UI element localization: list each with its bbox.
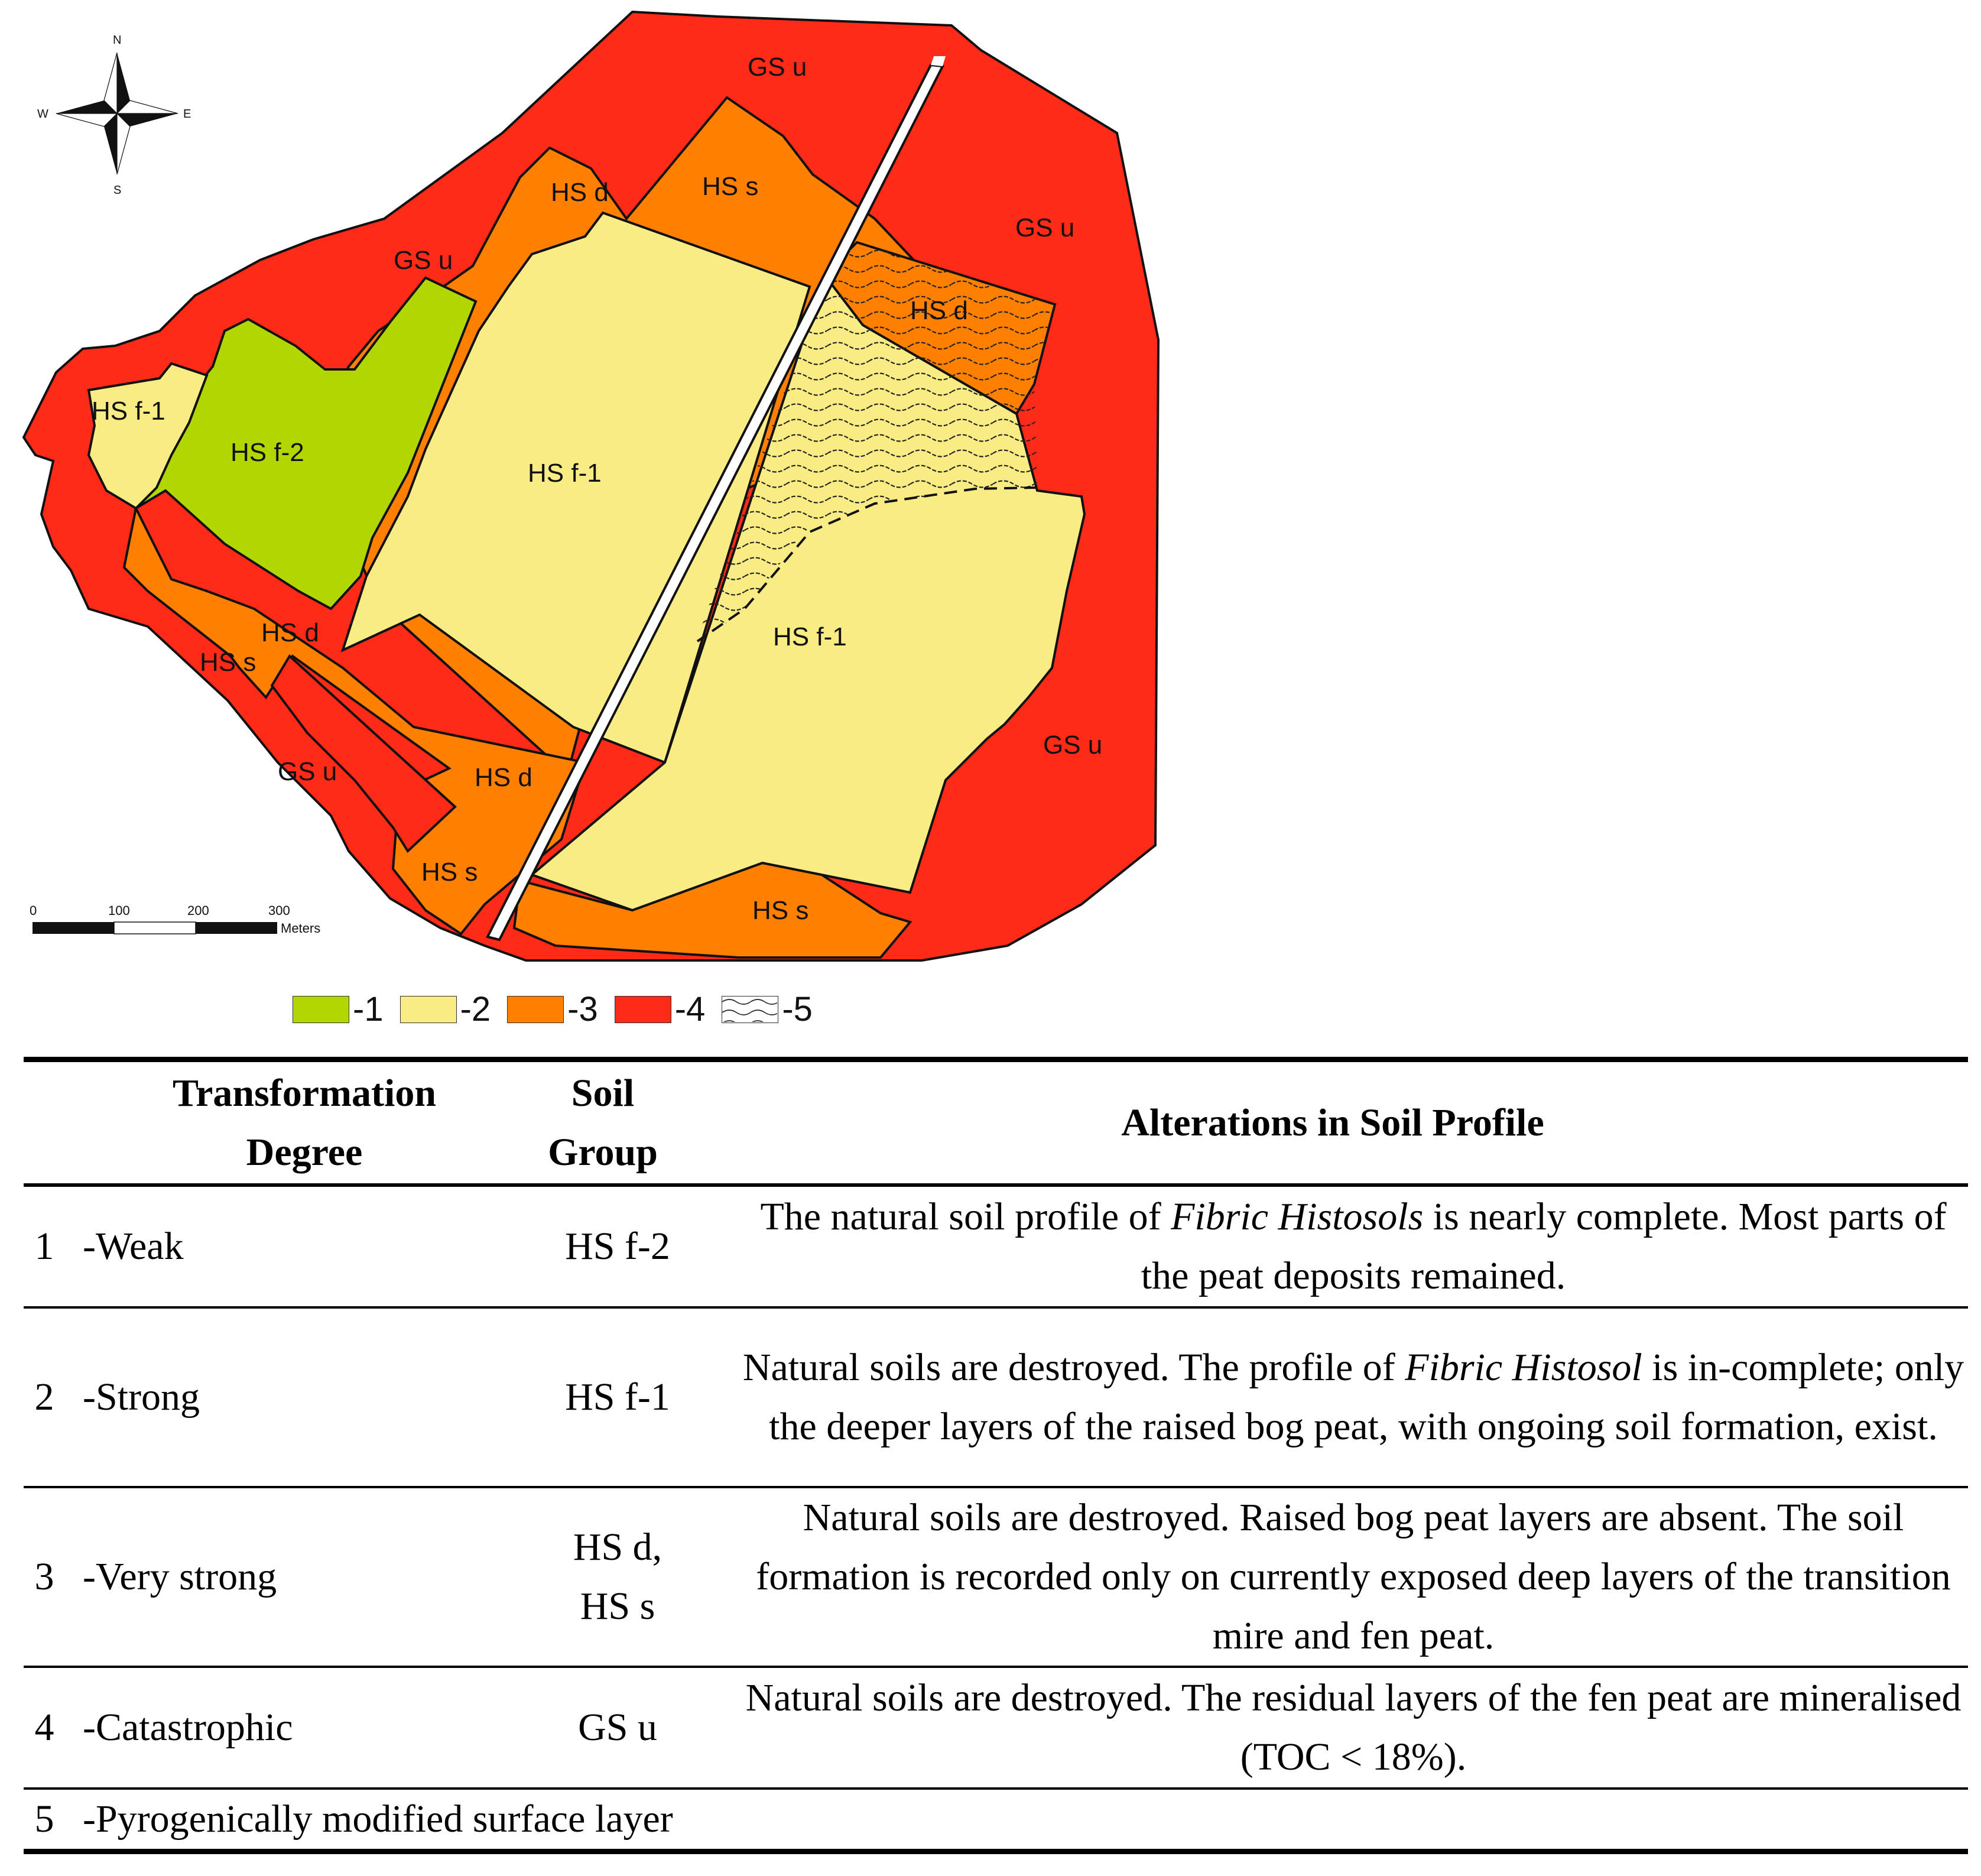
row-soil-group: GS u — [578, 1706, 657, 1749]
row-soil-group: HS f-2 — [565, 1225, 670, 1268]
compass-north-label: N — [113, 34, 122, 47]
row-degree: -Very strong — [83, 1555, 277, 1598]
table-row — [24, 1488, 1968, 1666]
map-legend — [293, 990, 829, 1028]
compass-rose-icon — [37, 34, 191, 197]
header-alterations: Alterations in Soil Profile — [1121, 1101, 1544, 1144]
legend-swatch-red — [615, 996, 671, 1023]
scale-bar — [30, 903, 320, 936]
header-soil-group — [508, 1064, 697, 1182]
legend-item-very-strong — [507, 990, 598, 1028]
map-label: HS d — [551, 178, 609, 207]
map-label: HS s — [752, 896, 809, 925]
row-degree: -Pyrogenically modified surface layer — [83, 1797, 673, 1841]
row-alterations: The natural soil profile of Fibric Histosols is nearly complete. Most parts of the peat deposits remained. — [760, 1195, 1947, 1297]
legend-label: -3 — [567, 990, 598, 1028]
table-row — [24, 1187, 1968, 1306]
soil-group-line: HS s — [580, 1585, 655, 1628]
map-label: HS d — [261, 618, 319, 647]
map-label: HS s — [421, 858, 478, 887]
scale-tick-label: 300 — [268, 903, 290, 918]
row-degree: -Catastrophic — [83, 1706, 293, 1749]
row-alterations: Natural soils are destroyed. The residual layers of the fen peat are mineralised (TOC < 18%). — [745, 1676, 1961, 1778]
row-number: 4 — [34, 1706, 54, 1749]
compass-east-label: E — [183, 108, 191, 121]
row-alterations: Natural soils are destroyed. Raised bog peat layers are absent. The soil formation is recorded only on currently exposed deep layers of the transition mire and fen peat. — [756, 1496, 1951, 1657]
table-row — [24, 1790, 1968, 1849]
scale-tick-label: 0 — [30, 903, 37, 918]
map-label: GS u — [394, 246, 453, 275]
table-row — [24, 1668, 1968, 1787]
map-label: HS f-1 — [528, 459, 602, 488]
map-label: HS f-2 — [230, 438, 304, 467]
row-number: 1 — [34, 1225, 54, 1268]
legend-label: -1 — [353, 990, 384, 1028]
table-top-rule — [24, 1057, 1968, 1062]
header-text: Transformation — [172, 1071, 437, 1115]
scale-tick-label: 200 — [187, 903, 209, 918]
legend-swatch-wavy-hatch-icon — [722, 996, 778, 1023]
legend-item-weak — [293, 990, 384, 1028]
row-degree: -Strong — [83, 1375, 200, 1419]
table-bottom-rule — [24, 1849, 1968, 1854]
map-label: HS d — [910, 296, 968, 325]
map-label: HS f-1 — [773, 622, 847, 651]
compass-south-label: S — [113, 184, 122, 197]
map-label: GS u — [1015, 213, 1075, 242]
header-text: Group — [548, 1130, 658, 1174]
header-text: Soil — [571, 1071, 635, 1115]
legend-swatch-orange — [507, 996, 564, 1023]
legend-swatch-green — [293, 996, 349, 1023]
header-text: Degree — [246, 1130, 363, 1174]
row-number: 2 — [34, 1375, 54, 1419]
scale-unit-label: Meters — [281, 921, 321, 936]
row-soil-group: HS f-1 — [565, 1375, 670, 1419]
map-label: HS s — [702, 172, 759, 201]
compass-west-label: W — [37, 108, 48, 121]
table-row — [24, 1309, 1968, 1486]
row-degree: -Weak — [83, 1225, 184, 1268]
legend-item-strong — [400, 990, 491, 1028]
row-alterations: Natural soils are destroyed. The profile of Fibric Histosol is in-complete; only the deeper layers of the raised bog peat, with ongoing soil formation, exist. — [742, 1346, 1964, 1448]
map-label: HS d — [475, 763, 532, 792]
legend-label: -2 — [460, 990, 491, 1028]
legend-label: -4 — [674, 990, 706, 1028]
row-number: 5 — [34, 1797, 54, 1841]
scale-tick-label: 100 — [108, 903, 130, 918]
legend-item-pyrogenic — [722, 990, 813, 1028]
legend-label: -5 — [782, 990, 813, 1028]
map-label: GS u — [1043, 731, 1103, 760]
map-label: GS u — [748, 53, 807, 82]
map-label: HS s — [200, 648, 256, 677]
row-soil-group — [514, 1518, 721, 1636]
legend-swatch-yellow — [400, 996, 457, 1023]
row-number: 3 — [34, 1555, 54, 1598]
legend-item-catastrophic — [615, 990, 706, 1028]
transformation-degree-table — [24, 1057, 1968, 1854]
header-transformation-degree — [100, 1064, 508, 1182]
soil-group-line: HS d, — [573, 1526, 663, 1569]
map-label: GS u — [278, 757, 337, 786]
map-label: HS f-1 — [92, 397, 165, 426]
table-header — [24, 1062, 1968, 1183]
